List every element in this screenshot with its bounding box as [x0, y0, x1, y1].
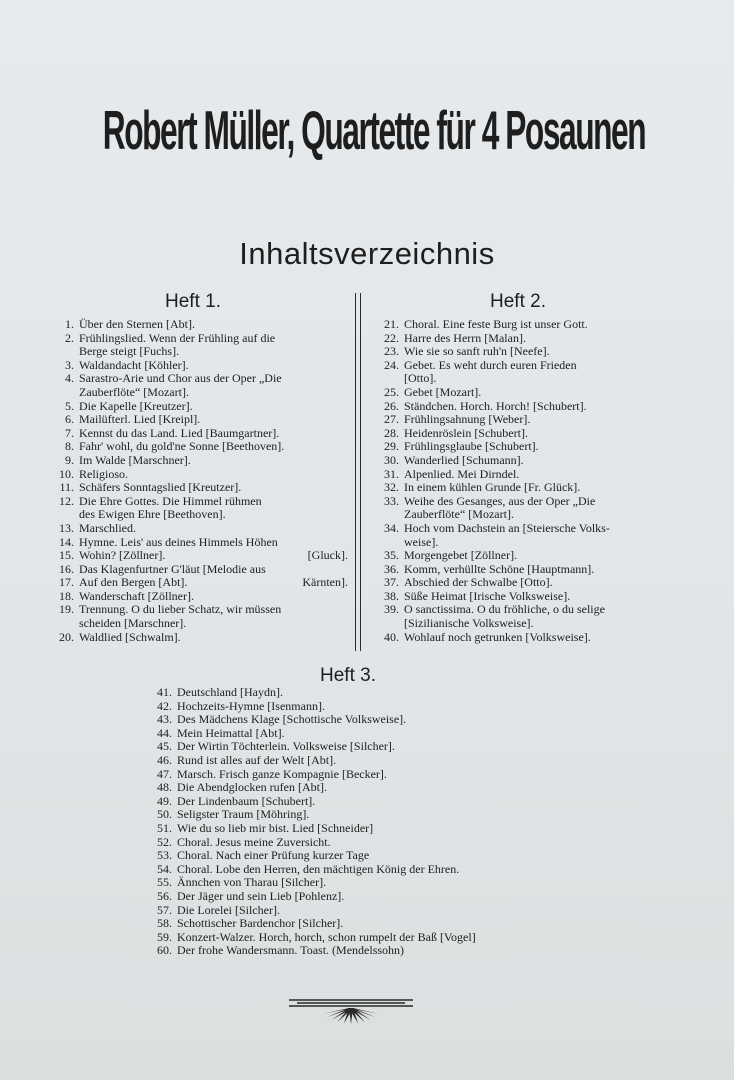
item-number: 26.	[384, 398, 399, 413]
list-item	[48, 468, 348, 482]
list-item	[372, 603, 677, 617]
item-text: Wie du so lieb mir bist. Lied [Schneider]	[177, 820, 374, 835]
item-text: Choral. Nach einer Prüfung kurzer Tage	[177, 848, 370, 863]
item-text: Sarastro-Arie und Chor aus der Oper „Die	[79, 371, 282, 386]
heft-3-heading: Heft 3.	[320, 665, 376, 686]
item-text: Seligster Traum [Möhring].	[177, 807, 310, 822]
item-text: Marschlied.	[79, 520, 136, 535]
item-text: scheiden [Marschner].	[79, 616, 187, 631]
item-number: 15.	[59, 548, 74, 563]
list-item	[48, 563, 348, 577]
list-item	[372, 495, 677, 509]
item-text: Hoch vom Dachstein an [Steiersche Volks-	[404, 520, 610, 535]
item-number: 28.	[384, 425, 399, 440]
item-number: 38.	[384, 588, 399, 603]
item-number: 20.	[59, 629, 74, 644]
item-text: Zauberflöte“ [Mozart].	[404, 507, 514, 522]
heft-2-list	[372, 318, 677, 644]
item-number: 46.	[157, 752, 172, 767]
heft-2-heading: Heft 2.	[490, 291, 546, 312]
list-item	[145, 876, 585, 890]
list-item	[48, 386, 348, 400]
item-number: 53.	[157, 848, 172, 863]
item-text: Die Kapelle [Kreutzer].	[79, 398, 193, 413]
item-text: Der Wirtin Töchterlein. Volksweise [Silcher].	[177, 739, 395, 754]
item-text: Der Jäger und sein Lieb [Pohlenz].	[177, 888, 345, 903]
list-item	[372, 359, 677, 373]
item-text: Harre des Herrn [Malan].	[404, 330, 526, 345]
item-number: 5.	[65, 398, 74, 413]
item-text: Süße Heimat [Irische Volksweise].	[404, 588, 571, 603]
item-number: 17.	[59, 575, 74, 590]
item-number: 47.	[157, 766, 172, 781]
item-number: 55.	[157, 875, 172, 890]
list-item	[48, 345, 348, 359]
item-number: 50.	[157, 807, 172, 822]
item-number: 56.	[157, 888, 172, 903]
item-number: 42.	[157, 698, 172, 713]
item-number: 49.	[157, 793, 172, 808]
list-item	[48, 400, 348, 414]
list-item	[372, 631, 677, 645]
item-text: Zauberflöte“ [Mozart].	[79, 384, 189, 399]
item-number: 57.	[157, 902, 172, 917]
list-item	[48, 603, 348, 617]
item-text: Morgengebet [Zöllner].	[404, 548, 518, 563]
list-item	[48, 332, 348, 346]
item-text: Choral. Lobe den Herren, den mächtigen König der Ehren.	[177, 861, 460, 876]
item-text: Wie sie so sanft ruh'n [Neefe].	[404, 344, 550, 359]
list-item	[145, 836, 585, 850]
list-item	[372, 576, 677, 590]
item-number: 3.	[65, 357, 74, 372]
list-item	[145, 849, 585, 863]
item-number: 2.	[65, 330, 74, 345]
list-item	[48, 318, 348, 332]
item-text: Der Lindenbaum [Schubert].	[177, 793, 316, 808]
item-number: 1.	[65, 317, 74, 331]
item-text: [Sizilianische Volksweise].	[404, 616, 534, 631]
item-text: Waldlied [Schwalm].	[79, 629, 181, 644]
item-number: 44.	[157, 725, 172, 740]
item-text: Die Lorelei [Silcher].	[177, 902, 280, 917]
item-text: Der frohe Wandersmann. Toast. (Mendelssohn)	[177, 943, 405, 958]
list-item	[372, 345, 677, 359]
list-item	[145, 754, 585, 768]
item-text: Wanderlied [Schumann].	[404, 452, 524, 467]
list-item	[145, 944, 585, 958]
list-item	[372, 549, 677, 563]
list-item	[145, 781, 585, 795]
item-number: 6.	[65, 412, 74, 427]
item-number: 35.	[384, 548, 399, 563]
item-number: 24.	[384, 357, 399, 372]
item-text: Alpenlied. Mei Dirndel.	[404, 466, 520, 481]
list-item	[48, 617, 348, 631]
item-number: 8.	[65, 439, 74, 454]
item-text: Komm, verhüllte Schöne [Hauptmann].	[404, 561, 595, 576]
item-number: 13.	[59, 520, 74, 535]
item-text: Konzert-Walzer. Horch, horch, schon rumpelt der Baß [Vogel]	[177, 929, 476, 944]
list-item	[372, 617, 677, 631]
list-item	[145, 931, 585, 945]
list-item	[145, 890, 585, 904]
item-text: Waldandacht [Köhler].	[79, 357, 189, 372]
list-item	[145, 768, 585, 782]
item-text: Schäfers Sonntagslied [Kreutzer].	[79, 480, 242, 495]
list-item	[145, 808, 585, 822]
item-number: 9.	[65, 452, 74, 467]
list-item	[372, 468, 677, 482]
list-item	[372, 372, 677, 386]
list-item	[372, 454, 677, 468]
item-number: 18.	[59, 588, 74, 603]
column-divider	[355, 293, 361, 651]
item-number: 45.	[157, 739, 172, 754]
item-number: 30.	[384, 452, 399, 467]
item-number: 4.	[65, 371, 74, 386]
item-right-text: Kärnten].	[302, 575, 348, 590]
list-item	[145, 917, 585, 931]
item-text: Wohin? [Zöllner].	[79, 548, 166, 563]
item-right-text: [Gluck].	[307, 548, 348, 563]
item-number: 33.	[384, 493, 399, 508]
item-text: In einem kühlen Grunde [Fr. Glück].	[404, 480, 581, 495]
list-item	[145, 713, 585, 727]
list-item	[372, 400, 677, 414]
item-text: Frühlingsahnung [Weber].	[404, 412, 531, 427]
item-text: Heidenröslein [Schubert].	[404, 425, 528, 440]
item-number: 48.	[157, 780, 172, 795]
list-item	[48, 454, 348, 468]
item-number: 34.	[384, 520, 399, 535]
item-number: 31.	[384, 466, 399, 481]
item-text: Das Klagenfurtner G'läut [Melodie aus	[79, 561, 266, 576]
item-number: 23.	[384, 344, 399, 359]
list-item	[145, 795, 585, 809]
item-number: 40.	[384, 629, 399, 644]
list-item	[48, 576, 348, 590]
item-number: 29.	[384, 439, 399, 454]
list-item	[372, 332, 677, 346]
item-number: 10.	[59, 466, 74, 481]
item-number: 36.	[384, 561, 399, 576]
item-text: Gebet. Es weht durch euren Frieden	[404, 357, 577, 372]
item-number: 25.	[384, 384, 399, 399]
item-text: Ännchen von Tharau [Silcher].	[177, 875, 327, 890]
list-item	[372, 536, 677, 550]
item-text: Marsch. Frisch ganze Kompagnie [Becker].	[177, 766, 387, 781]
page-title: Robert Müller, Quartette für 4 Posaunen	[102, 100, 646, 162]
item-text: Mein Heimattal [Abt].	[177, 725, 285, 740]
item-text: Abschied der Schwalbe [Otto].	[404, 575, 553, 590]
item-text: [Otto].	[404, 371, 437, 386]
list-item	[48, 413, 348, 427]
item-number: 27.	[384, 412, 399, 427]
item-number: 39.	[384, 602, 399, 617]
item-text: Wohlauf noch getrunken [Volksweise].	[404, 629, 591, 644]
list-item	[48, 440, 348, 454]
list-item	[48, 372, 348, 386]
item-text: Choral. Jesus meine Zuversicht.	[177, 834, 331, 849]
item-text: Kennst du das Land. Lied [Baumgartner].	[79, 425, 280, 440]
list-item	[372, 522, 677, 536]
item-text: Hochzeits-Hymne [Isenmann].	[177, 698, 325, 713]
item-number: 12.	[59, 493, 74, 508]
list-item	[145, 700, 585, 714]
list-item	[48, 427, 348, 441]
list-item	[145, 727, 585, 741]
list-item	[48, 590, 348, 604]
item-text: Choral. Eine feste Burg ist unser Gott.	[404, 317, 588, 331]
list-item	[48, 536, 348, 550]
list-item	[48, 631, 348, 645]
item-text: Über den Sternen [Abt].	[79, 317, 195, 331]
item-text: Hymne. Leis' aus deines Himmels Höhen	[79, 534, 278, 549]
item-text: Die Ehre Gottes. Die Himmel rühmen	[79, 493, 262, 508]
item-text: Trennung. O du lieber Schatz, wir müssen	[79, 602, 282, 617]
list-item	[145, 740, 585, 754]
item-number: 58.	[157, 916, 172, 931]
list-item	[145, 904, 585, 918]
item-number: 21.	[384, 317, 399, 331]
item-number: 22.	[384, 330, 399, 345]
list-item	[372, 440, 677, 454]
item-number: 51.	[157, 820, 172, 835]
item-number: 16.	[59, 561, 74, 576]
item-number: 54.	[157, 861, 172, 876]
item-text: O sanctissima. O du fröhliche, o du selige	[404, 602, 605, 617]
list-item	[145, 686, 585, 700]
list-item	[372, 413, 677, 427]
heft-3-list	[145, 686, 585, 958]
item-text: Des Mädchens Klage [Schottische Volksweise].	[177, 712, 407, 727]
item-number: 59.	[157, 929, 172, 944]
item-text: des Ewigen Ehre [Beethoven].	[79, 507, 226, 522]
list-item	[48, 522, 348, 536]
item-text: Rund ist alles auf der Welt [Abt].	[177, 752, 337, 767]
fan-ornament	[287, 996, 415, 1026]
item-text: Religioso.	[79, 466, 129, 481]
item-text: Frühlingsglaube [Schubert].	[404, 439, 539, 454]
item-text: Schottischer Bardenchor [Silcher].	[177, 916, 344, 931]
list-item	[372, 481, 677, 495]
list-item	[48, 508, 348, 522]
heft-1-heading: Heft 1.	[165, 291, 221, 312]
item-number: 52.	[157, 834, 172, 849]
item-text: Im Walde [Marschner].	[79, 452, 191, 467]
item-text: Auf den Bergen [Abt].	[79, 575, 188, 590]
list-item	[145, 863, 585, 877]
item-number: 11.	[59, 480, 74, 495]
item-text: Mailüfterl. Lied [Kreipl].	[79, 412, 201, 427]
item-number: 37.	[384, 575, 399, 590]
item-text: Die Abendglocken rufen [Abt].	[177, 780, 327, 795]
item-text: weise].	[404, 534, 439, 549]
item-number: 41.	[157, 685, 172, 699]
item-text: Ständchen. Horch. Horch! [Schubert].	[404, 398, 587, 413]
list-item	[145, 822, 585, 836]
item-number: 7.	[65, 425, 74, 440]
list-item	[372, 563, 677, 577]
heft-1-list	[48, 318, 348, 644]
item-number: 43.	[157, 712, 172, 727]
list-item	[48, 495, 348, 509]
item-number: 19.	[59, 602, 74, 617]
item-text: Berge steigt [Fuchs].	[79, 344, 180, 359]
list-item	[48, 481, 348, 495]
item-number: 14.	[59, 534, 74, 549]
item-number: 60.	[157, 943, 172, 958]
list-item	[372, 386, 677, 400]
list-item	[372, 427, 677, 441]
item-number: 32.	[384, 480, 399, 495]
item-text: Deutschland [Haydn].	[177, 685, 283, 699]
item-text: Gebet [Mozart].	[404, 384, 482, 399]
list-item	[48, 359, 348, 373]
item-text: Weihe des Gesanges, aus der Oper „Die	[404, 493, 596, 508]
list-item	[372, 318, 677, 332]
list-item	[372, 590, 677, 604]
list-item	[48, 549, 348, 563]
page-subtitle: Inhaltsverzeichnis	[239, 236, 495, 271]
item-text: Frühlingslied. Wenn der Frühling auf die	[79, 330, 276, 345]
list-item	[372, 508, 677, 522]
item-text: Fahr' wohl, du gold'ne Sonne [Beethoven].	[79, 439, 285, 454]
item-text: Wanderschaft [Zöllner].	[79, 588, 194, 603]
